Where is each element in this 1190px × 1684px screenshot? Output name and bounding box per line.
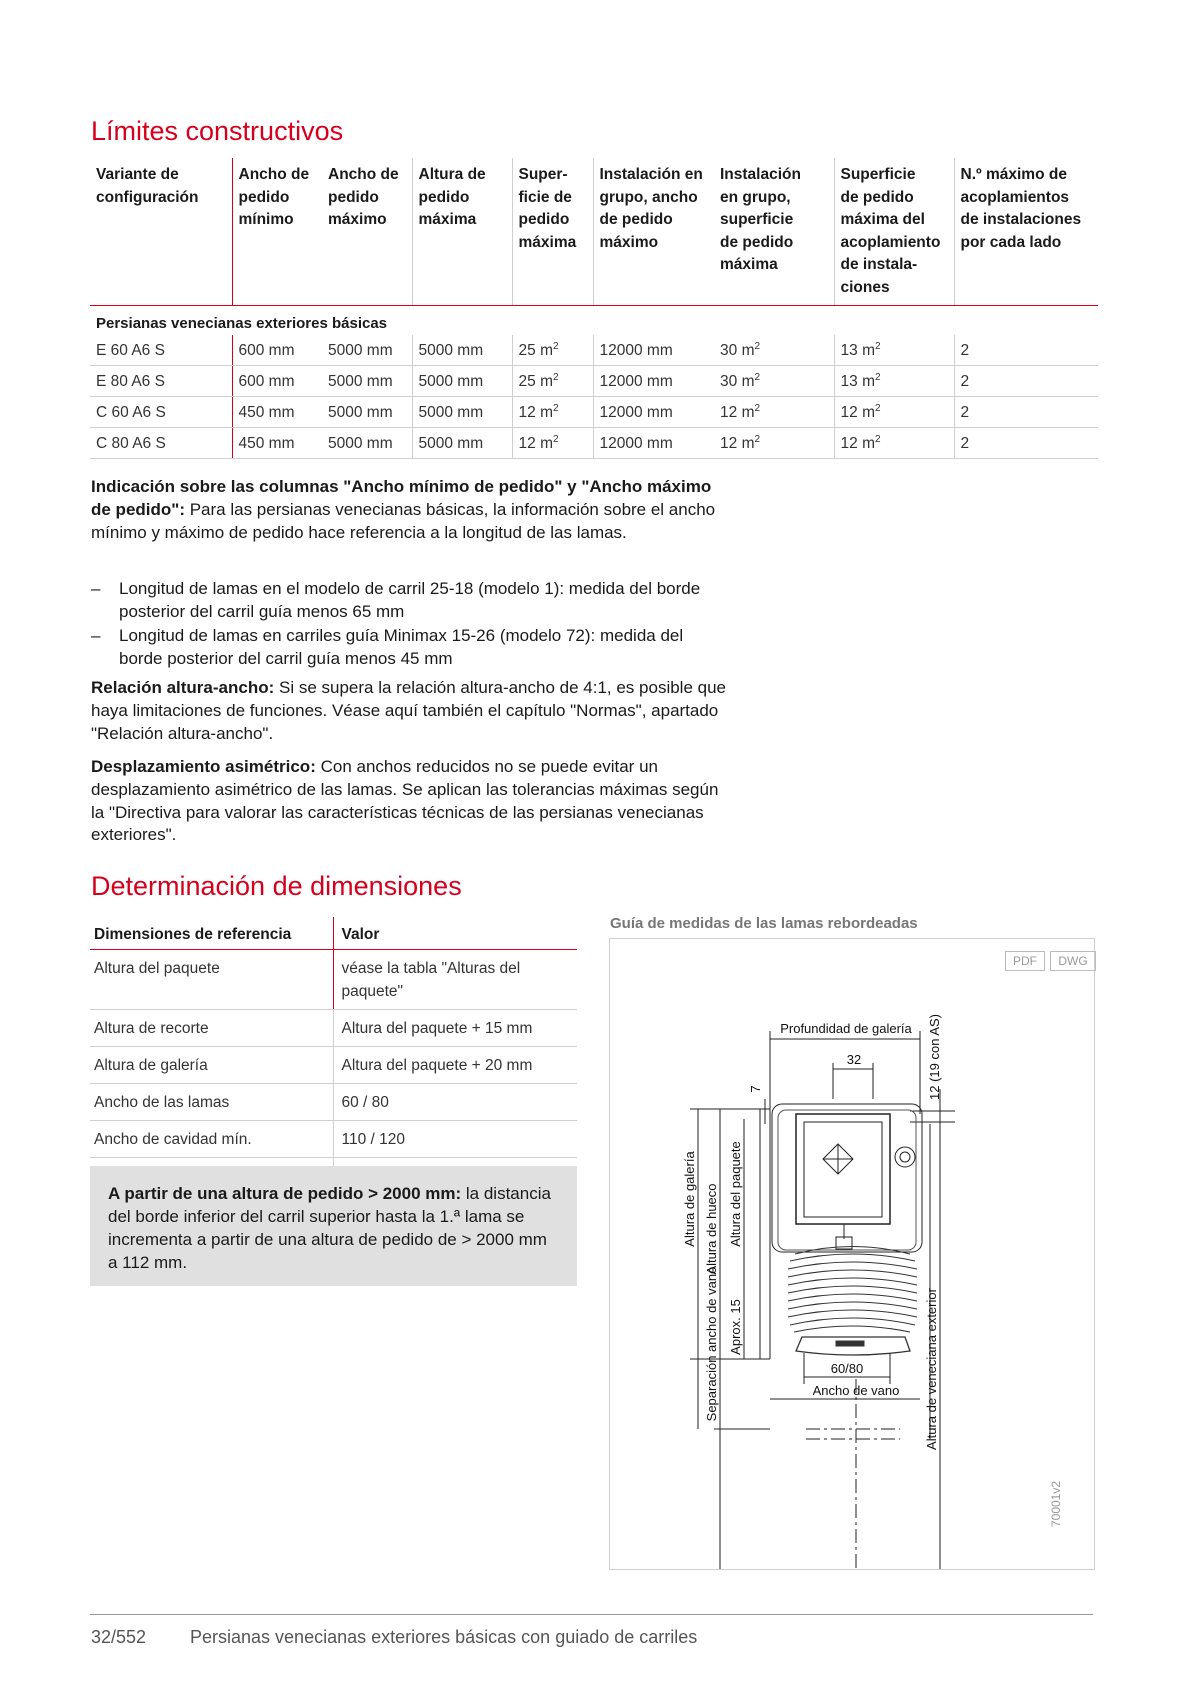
table-cell: 5000 mm — [322, 397, 412, 428]
gap-height-label: Altura de hueco — [704, 1183, 719, 1275]
dim-32-label: 32 — [846, 1052, 862, 1067]
drawing-code: 70001v2 — [1049, 1480, 1063, 1528]
table-cell: 5000 mm — [412, 428, 512, 459]
section-title-limits: Límites constructivos — [91, 116, 344, 146]
span-width-label: Ancho de vano — [812, 1383, 900, 1398]
order-height-note: A partir de una altura de pedido > 2000 mm: la distancia del borde inferior del carril superior hasta la 1.ª lama se incrementa a partir de una altura de pedido de > 2000 mm a 112 mm. — [90, 1166, 577, 1286]
limits-header-row — [90, 158, 1098, 306]
col-header: Ancho de pedido mínimo — [232, 158, 322, 306]
table-cell: 5000 mm — [412, 366, 512, 397]
table-cell: 30 $m^2$ — [714, 335, 834, 366]
dim-value: Altura del paquete + 20 mm — [333, 1047, 577, 1084]
headbox-outline — [772, 1104, 922, 1252]
col-header: Superficie de pedido máxima del acoplamiento de instala- ciones — [834, 158, 954, 306]
package-height-label: Altura del paquete — [728, 1141, 743, 1247]
table-row — [90, 1121, 577, 1158]
dims-header-row — [90, 917, 577, 950]
col-header: Ancho de pedido máximo — [322, 158, 412, 306]
table-row — [90, 428, 1098, 459]
table-cell: 5000 mm — [322, 366, 412, 397]
dim-7-label: 7 — [748, 1085, 763, 1093]
note-ratio: Relación altura-ancho: Si se supera la relación altura-ancho de 4:1, es posible que haya limitaciones de funciones. Véase aquí también el capítulo "Normas", apartado "Relación altura-ancho". — [91, 678, 726, 743]
col-header: Valor — [333, 917, 577, 950]
dim-label: Altura del paquete — [90, 950, 333, 1010]
table-row — [90, 397, 1098, 428]
table-cell: 13 $m^2$ — [834, 335, 954, 366]
dim-value: véase la tabla "Alturas del paquete" — [333, 950, 577, 1010]
table-cell: 12000 mm — [593, 397, 714, 428]
table-cell: 25 $m^2$ — [512, 335, 593, 366]
dim-label: Altura de recorte — [90, 1010, 333, 1047]
dimensions-table — [90, 917, 577, 1195]
table-cell: 600 mm — [232, 366, 322, 397]
table-cell: 12 $m^2$ — [714, 428, 834, 459]
note-columns: Indicación sobre las columnas "Ancho mínimo de pedido" y "Ancho máximo de pedido": Para las persianas venecianas básicas, la información sobre el ancho mínimo y máximo de pedido hace referencia a la longitud de las lamas. — [91, 477, 716, 542]
col-header: Variante de configuración — [90, 158, 232, 306]
table-cell: 5000 mm — [322, 428, 412, 459]
table-cell: 2 — [954, 428, 1098, 459]
sep-label: Separación ancho de vano — [704, 1266, 719, 1422]
aprox-label: Aprox. 15 — [728, 1299, 743, 1355]
note-asymmetric: Desplazamiento asimétrico: Con anchos reducidos no se puede evitar un desplazamiento asimétrico de las lamas. Se aplican las tolerancias máximas según la "Directiva para valorar las características técnicas de las persianas venecianas exteriores". — [91, 757, 719, 845]
table-cell: 12000 mm — [593, 335, 714, 366]
table-cell: 12 $m^2$ — [512, 428, 593, 459]
table-cell: C 60 A6 S — [90, 397, 232, 428]
table-cell: 30 $m^2$ — [714, 366, 834, 397]
diagram-caption: Guía de medidas de las lamas rebordeadas — [610, 915, 918, 932]
group-label: Persianas venecianas exteriores básicas — [96, 314, 388, 332]
table-row — [90, 1047, 577, 1084]
col-header: Altura de pedido máxima — [412, 158, 512, 306]
table-cell: 600 mm — [232, 335, 322, 366]
dwg-download-button[interactable]: DWG — [1050, 951, 1096, 971]
table-cell: C 80 A6 S — [90, 428, 232, 459]
pdf-download-button[interactable]: PDF — [1005, 951, 1045, 971]
dim-value: 60 / 80 — [333, 1084, 577, 1121]
page-number: 32/552 — [91, 1627, 147, 1647]
depth-label: Profundidad de galería — [780, 1021, 912, 1036]
table-cell: 450 mm — [232, 428, 322, 459]
table-row — [90, 335, 1098, 366]
table-cell: 12 $m^2$ — [512, 397, 593, 428]
dim-label: Ancho de las lamas — [90, 1084, 333, 1121]
table-cell: 12 $m^2$ — [834, 397, 954, 428]
table-row — [90, 1010, 577, 1047]
table-cell: 12000 mm — [593, 428, 714, 459]
table-cell: 2 — [954, 397, 1098, 428]
dim-12-label: 12 (19 con AS) — [927, 1014, 942, 1100]
table-cell: 2 — [954, 366, 1098, 397]
table-cell: 2 — [954, 335, 1098, 366]
table-cell: 450 mm — [232, 397, 322, 428]
dimension-drawing — [610, 939, 1094, 1569]
table-cell: 12 $m^2$ — [834, 428, 954, 459]
table-cell: E 80 A6 S — [90, 366, 232, 397]
dim-label: Altura de galería — [90, 1047, 333, 1084]
slat-width-label: 60/80 — [830, 1361, 864, 1376]
dim-value: 110 / 120 — [333, 1121, 577, 1158]
footer-divider — [90, 1614, 1093, 1615]
table-cell: 5000 mm — [412, 335, 512, 366]
table-cell: 12 $m^2$ — [714, 397, 834, 428]
col-header: N.º máximo de acoplamientos de instalaciones por cada lado — [954, 158, 1098, 306]
dim-label: Ancho de cavidad mín. — [90, 1121, 333, 1158]
section-title-dimensions: Determinación de dimensiones — [91, 871, 462, 901]
col-header: Instalación en grupo, ancho de pedido máximo — [593, 158, 714, 306]
total-height-label: Altura de veneciana exterior — [924, 1288, 939, 1450]
table-cell: 5000 mm — [322, 335, 412, 366]
col-header: Super- ficie de pedido máxima — [512, 158, 593, 306]
slat-package — [788, 1247, 917, 1356]
group-row — [90, 306, 1098, 336]
col-header: Dimensiones de referencia — [90, 917, 333, 950]
table-row — [90, 1084, 577, 1121]
table-cell: 13 $m^2$ — [834, 366, 954, 397]
table-row — [90, 366, 1098, 397]
gallery-height-label: Altura de galería — [682, 1151, 697, 1247]
table-cell: 25 $m^2$ — [512, 366, 593, 397]
table-cell: E 60 A6 S — [90, 335, 232, 366]
table-cell: 5000 mm — [412, 397, 512, 428]
table-cell: 12000 mm — [593, 366, 714, 397]
diagram-frame — [609, 938, 1095, 1570]
table-row — [90, 950, 577, 1010]
dim-value: Altura del paquete + 15 mm — [333, 1010, 577, 1047]
footer-title: Persianas venecianas exteriores básicas con guiado de carriles — [190, 1627, 698, 1647]
col-header: Instalación en grupo, superficie de pedido máxima — [714, 158, 834, 306]
limits-table — [90, 158, 1098, 459]
